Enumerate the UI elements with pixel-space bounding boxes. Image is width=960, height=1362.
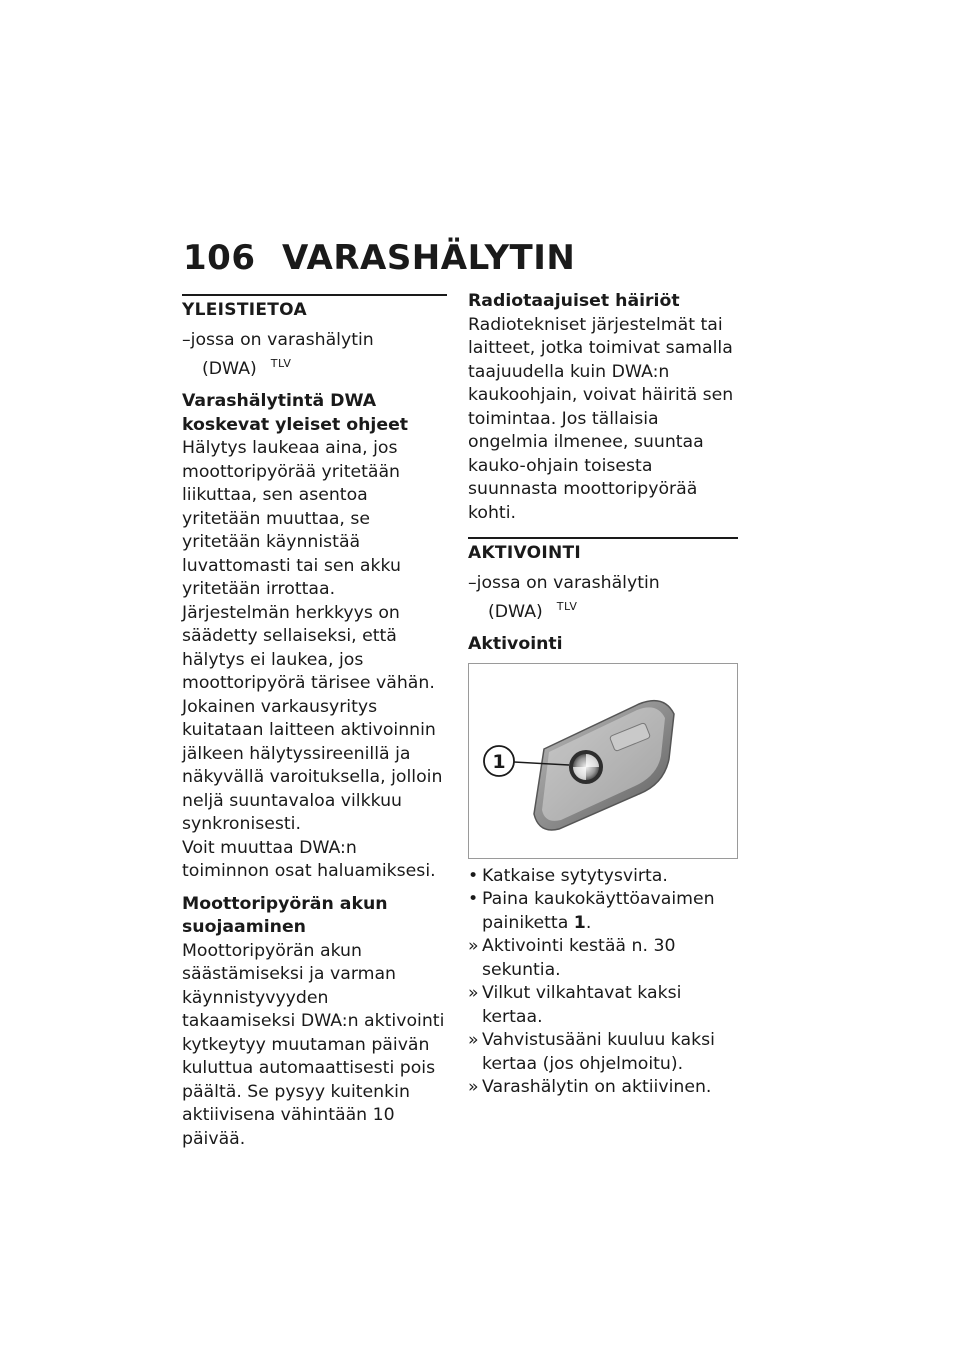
remote-key-illustration xyxy=(469,664,737,858)
section-heading-aktivointi: AKTIVOINTI xyxy=(468,543,582,563)
paragraph: Voit muuttaa DWA:n toiminnon osat haluamiksesi. xyxy=(182,837,436,882)
prereq-tag: TLV xyxy=(270,357,292,370)
subheading-radio-interference: Radiotaajuiset häiriöt xyxy=(468,291,680,311)
prerequisite xyxy=(182,329,447,382)
prereq-line2: (DWA) xyxy=(488,601,543,622)
paragraph: Radiotekniset järjestelmät tai laitteet, jotka toimivat samalla taajuudella kuin DWA:n kaukoohjain, voivat häiritä sen toimintaa. Jos tällaisia ongelmia ilmenee, suuntaa kauko-ohjain toisesta suunnasta moottoripyörää kohti. xyxy=(468,314,734,523)
prereq-tag: TLV xyxy=(556,600,578,613)
list-item xyxy=(468,1076,738,1100)
callout-number: 1 xyxy=(492,750,506,773)
step-text: Paina kaukokäyttöavaimen painiketta xyxy=(482,889,715,933)
prerequisite xyxy=(468,572,738,625)
list-item xyxy=(468,982,738,1029)
step-text: Varashälytin on aktiivinen. xyxy=(482,1077,712,1098)
remote-key-figure xyxy=(468,663,738,859)
bullet-marker: • xyxy=(468,865,479,886)
subheading-general-notes: Varashälytintä DWA koskevat yleiset ohjeet xyxy=(182,391,409,435)
paragraph: Hälytys laukeaa aina, jos moottoripyörää yritetään liikuttaa, sen asentoa yritetään muuttaa, se yritetään käynnistää luvattomasti tai sen akku yritetään irrottaa. Järjestelmän herkkyys on säädetty sellaiseksi, että hälytys ei laukea, jos moottoripyörä tärisee vähän. Jokainen varkausyritys kuitataan laitteen aktivoinnin jälkeen hälytyssireenillä ja näkyvällä varoituksella, jolloin neljä suuntavaloa vilkkuu synkronisesti. xyxy=(182,438,443,835)
remote-button xyxy=(569,750,603,784)
result-marker: » xyxy=(468,1030,479,1051)
step-text: Vahvistusääni kuuluu kaksi kertaa (jos ohjelmoitu). xyxy=(482,1030,715,1074)
list-item xyxy=(468,865,738,889)
paragraph: Moottoripyörän akun säästämiseksi ja varman käynnistyvyyden takaamiseksi DWA:n aktivointi kytkeytyy muutaman päivän kuluttua automaattisesti pois päältä. Se pysyy kuitenkin aktiivisena vähintään 10 päivää. xyxy=(182,940,445,1149)
chapter-title: VARASHÄLYTIN xyxy=(282,238,576,278)
key-fob-body xyxy=(534,700,674,829)
section-heading-yleistietoa: YLEISTIETOA xyxy=(182,300,307,320)
result-marker: » xyxy=(468,1077,479,1098)
prereq-line1: –jossa on varashälytin xyxy=(468,572,660,593)
list-item xyxy=(468,1029,738,1076)
prereq-line2: (DWA) xyxy=(202,358,257,379)
section-rule xyxy=(182,294,447,296)
step-text: Vilkut vilkahtavat kaksi kertaa. xyxy=(482,983,682,1027)
right-column xyxy=(468,290,738,1100)
subheading-battery-protection: Moottoripyörän akun suojaaminen xyxy=(182,893,388,938)
result-marker: » xyxy=(468,936,479,957)
step-text: Katkaise sytytysvirta. xyxy=(482,865,668,886)
activation-steps xyxy=(468,865,738,1100)
step-text: Aktivointi kestää n. 30 sekuntia. xyxy=(482,936,676,980)
section-rule xyxy=(468,537,738,539)
result-marker: » xyxy=(468,983,479,1004)
subheading-activation: Aktivointi xyxy=(468,634,563,655)
left-column xyxy=(182,290,447,1151)
prereq-line1: –jossa on varashälytin xyxy=(182,329,374,350)
figure-reference: 1 xyxy=(573,912,586,933)
list-item: • Paina kaukokäyttöavaimen painiketta 1. xyxy=(468,889,715,933)
bullet-marker: • xyxy=(468,889,479,910)
page-number: 106 xyxy=(183,238,256,278)
list-item xyxy=(468,935,738,982)
